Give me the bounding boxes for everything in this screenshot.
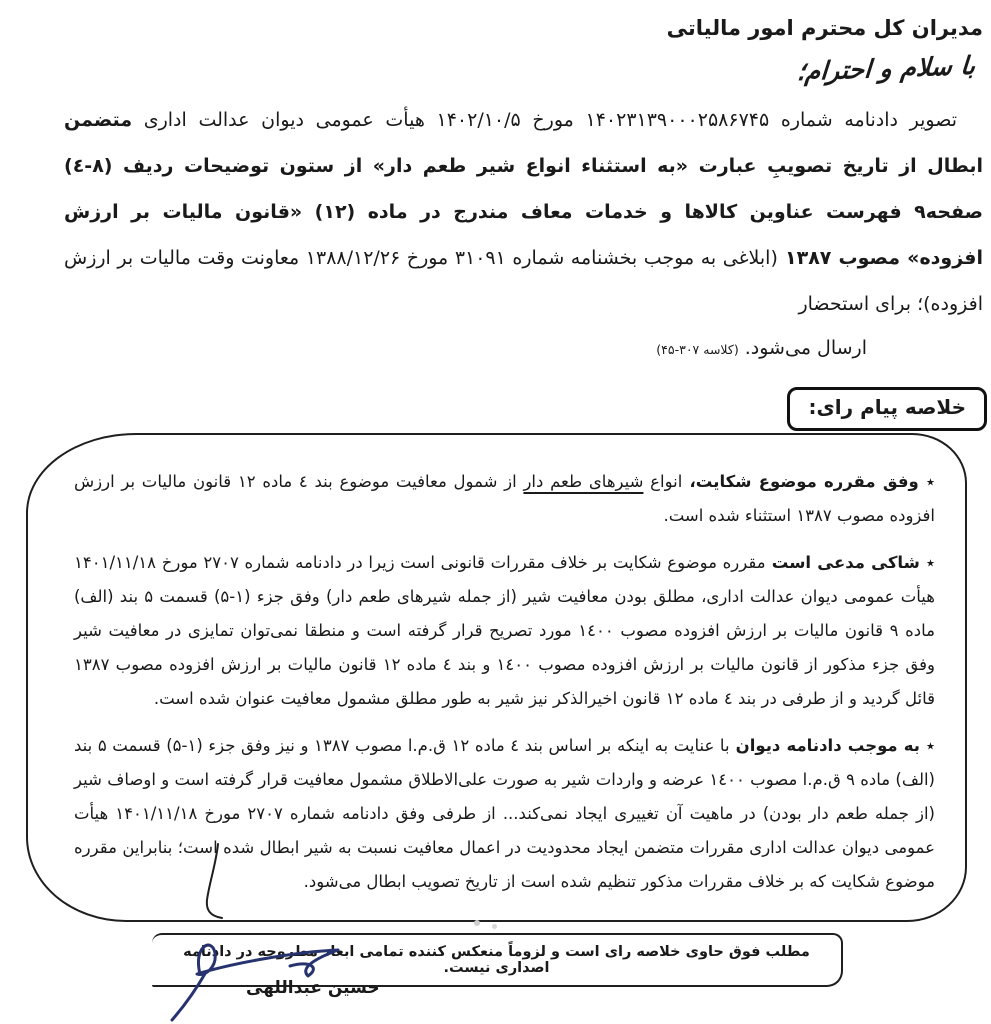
handwritten-greeting: با سلام و احترام؛ (795, 50, 976, 87)
verdict-bullet-1: ٭ وفق مقرره موضوع شکایت، انواع شیرهای طعم دار از شمول معافیت موضوع بند ٤ ماده ۱۲ قانون مالیات بر ارزش افزوده مصوب ۱۳۸۷ استثناء شده است. (74, 472, 936, 525)
verdict-bubble (26, 433, 967, 922)
disclaimer-text: مطلب فوق حاوی خلاصه رای است و لزوماً منعکس کننده تمامی ابعاد مطروحه در دادنامه اصداری نیست. (183, 944, 810, 976)
bubble-tail-stroke (200, 842, 234, 922)
scan-artifact-dot (492, 924, 497, 929)
closing-line: ارسال می‌شود. (کلاسه ۳۰۷-۴۵) (656, 337, 867, 359)
verdict-bullet-2: ٭ شاکی مدعی است مقرره موضوع شکایت بر خلاف مقررات قانونی است زیرا در دادنامه شماره ۲۷۰۷ مورخ ۱۴۰۱/۱۱/۱۸ هیأت عمومی دیوان عدالت اداری، مطلق بودن معافیت شیر (از جمله شیرهای طعم دار) وفق جزء (۱-۵) قسمت ۵ بند (الف) ماده ۹ قانون مالیات بر ارزش افزوده مصوب ۱٤۰۰ مورد تصریح قرار گرفته است و منطقا نمی‌توان تمایزی در معافیت شیر وفق جزء مذکور از قانون مالیات بر ارزش افزوده مصوب ۱٤۰۰ و بند ٤ ماده ۱۲ قانون مالیات بر ارزش افزوده مصوب ۱۳۸۷ قائل گردید و از طرفی در بند ٤ ماده ۱۲ قانون اخیرالذکر نیز شیر به طور مطلق مشمول معافیت عنوان شده است. (74, 553, 936, 708)
verdict-bullet-3: ٭ به موجب دادنامه دیوان با عنایت به اینکه بر اساس بند ٤ ماده ۱۲ ق.م.ا مصوب ۱۳۸۷ و نیز وفق جزء (۱-۵) قسمت ۵ بند (الف) ماده ۹ ق.م.ا مصوب ۱٤۰۰ عرضه و واردات شیر به صورت علی‌الاطلاق مشمول معافیت قرار گرفته است و اوصاف شیر (از جمله طعم دار بودن) در ماهیت آن تغییری ایجاد نمی‌کند... از طرفی وفق دادنامه شماره ۲۷۰۷ مورخ ۱۴۰۱/۱۱/۱۸ هیأت عمومی دیوان عدالت اداری مقررات متضمن ایجاد محدودیت در اعمال معافیت نسبت به شیر ابطال شده است؛ بنابراین مقرره موضوع شکایت که بر خلاف مقررات مذکور تنظیم شده است از تاریخ تصویب ابطال می‌شود. (74, 736, 936, 891)
greeting-line (0, 50, 976, 87)
intro-paragraph: تصویر دادنامه شماره ۱۴۰۲۳۱۳۹۰۰۰۲۵۸۶۷۴۵ مورخ ۱۴۰۲/۱۰/۵ هیأت عمومی دیوان عدالت اداری متضمن ابطال از تاریخ تصویبِ عبارت «به استثناء انواع شیر طعم دار» از ستون توضیحات ردیف (۸-٤) صفحه۹ فهرست عناوین کالاها و خدمات معاف مندرج در ماده (۱۲) «قانون مالیات بر ارزش افزوده» مصوب ۱۳۸۷ (ابلاغی به موجب بخشنامه شماره ۳۱۰۹۱ مورخ ۱۳۸۸/۱۲/۲۶ معاونت وقت مالیات بر ارزش افزوده)؛ برای استحضار (64, 109, 984, 315)
signature-graphic (160, 922, 370, 1022)
scan-artifact-dot (474, 920, 480, 926)
signatory-name: حسین عبداللهی (246, 978, 380, 998)
summary-label-box: خلاصه پیام رای: (787, 387, 987, 431)
letter-title: مدیران کل محترم امور مالیاتی (666, 16, 983, 40)
